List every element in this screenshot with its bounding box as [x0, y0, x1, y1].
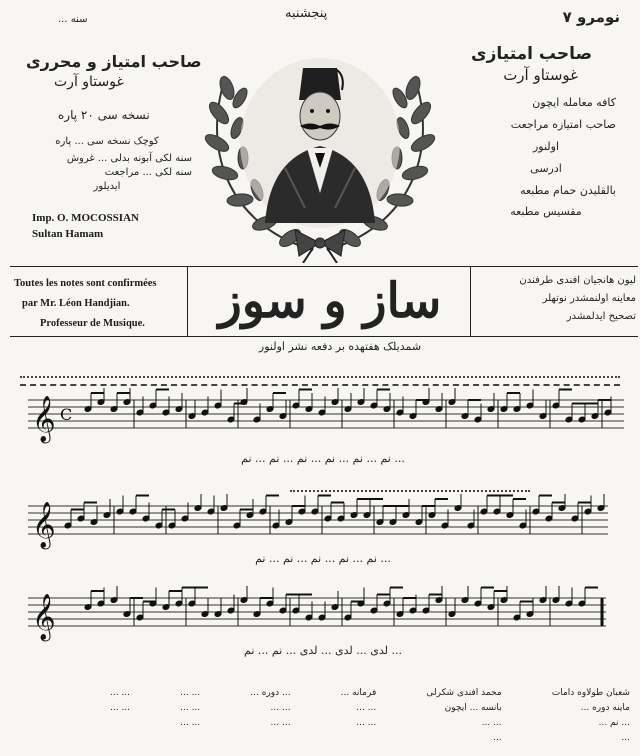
- footer-line: ...: [621, 733, 630, 743]
- right-publisher-name: غوستاو آرت: [503, 66, 578, 84]
- masthead-left-divider: [187, 266, 188, 336]
- staff-system-3: [28, 586, 624, 646]
- right-notice-line: معاینه اولنمشدر نوتهلر: [542, 293, 636, 304]
- tempo-marking-row: [20, 376, 620, 378]
- notice-profession: Professeur de Musique.: [40, 318, 145, 329]
- footer-line: ... ...: [356, 718, 377, 728]
- top-left-year: سنه ...: [58, 14, 88, 25]
- footer-line: ... ...: [481, 718, 502, 728]
- left-info-block: [22, 132, 192, 194]
- right-info-block: [476, 92, 616, 222]
- right-info-line: ادرسی: [530, 162, 562, 175]
- footer-column: [110, 686, 130, 746]
- masthead-bottom-rule: [10, 336, 638, 337]
- notes-row-2: [64, 494, 617, 534]
- right-notice-block: [476, 272, 636, 326]
- footer-line: محمد افندی شکرلی: [426, 688, 502, 698]
- lyrics-line-2: ... نم ... نم ... نم ... نم ... نم: [255, 552, 391, 565]
- right-notice-line: تصحیح ایدلمشدر: [566, 311, 636, 322]
- footer-line: ... ...: [110, 688, 131, 698]
- footer-line: ... دوره ...: [250, 688, 291, 698]
- staff-system-2: [28, 494, 624, 554]
- footer-line: ... ...: [110, 703, 131, 713]
- footer-line: شعبان طولاوه دامات: [551, 688, 630, 698]
- right-info-line: اولنور: [532, 140, 560, 153]
- treble-clef-icon: 𝄞: [32, 594, 56, 640]
- masthead-right-divider: [470, 266, 471, 336]
- footer-line: ... ...: [270, 718, 291, 728]
- treble-clef-icon: 𝄞: [32, 396, 56, 442]
- ornament-marking-row: [290, 490, 530, 492]
- footer-line: ... ...: [270, 703, 291, 713]
- footer-line: فرمانه ...: [340, 688, 377, 698]
- footer-line: ... ...: [180, 688, 201, 698]
- notice-author: par Mr. Léon Handjian.: [22, 298, 130, 309]
- footer-column: [180, 686, 200, 746]
- left-info-line: سنه لکی آبونه بدلی ... غروش: [66, 153, 192, 164]
- footer-column: [552, 686, 630, 746]
- lyrics-line-3: ... لدی ... لدی ... لدی ... نم ... نم: [244, 644, 402, 657]
- right-info-line: مقسیس مطبعه: [510, 205, 582, 218]
- portrait-icon: [240, 58, 400, 228]
- footer-credits: [110, 686, 630, 746]
- ribbon-bow-icon: [295, 230, 345, 263]
- right-info-line: صاحب امتیازه مراجعت: [510, 118, 616, 131]
- footer-column: [426, 686, 501, 746]
- notice-confirmed: Toutes les notes sont confirmées: [14, 278, 157, 289]
- footer-line: بانسه ... ایچون: [444, 703, 502, 713]
- left-info-line: کوچک نسخه سی ... پاره: [55, 136, 159, 147]
- left-info-line: سنه لکی ... مراجعت: [104, 167, 192, 178]
- notes-row-1: [84, 388, 612, 428]
- right-info-line: بالقلیدن حمام مطبعه: [520, 184, 616, 197]
- staff-system-1: [28, 388, 624, 448]
- top-center-dateline: پنجشنبه: [285, 6, 328, 21]
- notes-row-3: [84, 586, 598, 626]
- wreath-portrait: [195, 18, 445, 263]
- time-signature: C: [60, 405, 73, 424]
- treble-clef-icon: 𝄞: [32, 502, 56, 548]
- tempo-marking-row: [20, 384, 620, 386]
- footer-line: ماینه دوره ...: [580, 703, 630, 713]
- right-notice-line: لیون هانجیان افندی طرفندن: [519, 275, 636, 286]
- right-info-line: کافه معامله ایچون: [532, 96, 616, 109]
- footer-line: ... ...: [180, 703, 201, 713]
- printer-location: Sultan Hamam: [32, 228, 104, 240]
- lyrics-line-1: ... نم ... نم ... نم ... نم ... نم ... نم: [241, 452, 405, 465]
- footer-line: ... نم ...: [598, 718, 630, 728]
- footer-line: ... ...: [356, 703, 377, 713]
- left-publisher-label: صاحب امتیاز و محرری: [26, 52, 202, 71]
- newspaper-title: ساز و سوز: [218, 273, 442, 329]
- left-price: نسخه سی ٢٠ پاره: [58, 108, 150, 122]
- printer-name: Imp. O. MOCOSSIAN: [32, 212, 139, 224]
- left-publisher-name: غوستاو آرت: [54, 74, 124, 90]
- left-info-line: ایدیلور: [93, 181, 121, 192]
- footer-column: [250, 686, 290, 746]
- masthead-subtitle: شمدیلک هفتهده بر دفعه نشر اولنور: [258, 340, 422, 353]
- right-publisher-label: صاحب امتیازی: [471, 44, 592, 64]
- footer-line: ...: [493, 733, 502, 743]
- issue-number: نومرو ٧: [562, 8, 620, 26]
- footer-column: [341, 686, 377, 746]
- footer-line: ... ...: [180, 718, 201, 728]
